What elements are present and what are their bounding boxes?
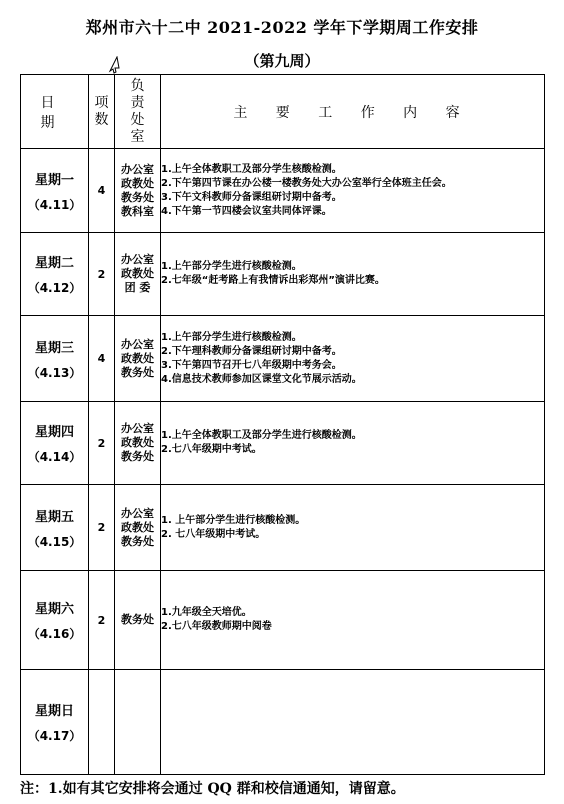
page-subtitle: （第九周） (244, 52, 320, 70)
dept-name: 教务处 (121, 190, 154, 204)
task-count: 2 (89, 402, 115, 485)
day-name: 星期三 (34, 340, 74, 356)
day-date: （4.16） (27, 627, 82, 641)
dept-name: 办公室 (121, 337, 154, 351)
footer-note: 注：1.如有其它安排将会通过 QQ 群和校信通通知，请留意。 (20, 781, 405, 797)
task-item: 1.上午全体教职工及部分学生核酸检测。 (161, 163, 342, 175)
header-dept-char: 负 (130, 77, 145, 94)
task-count (89, 670, 115, 775)
task-item: 1.九年级全天培优。 (161, 607, 252, 618)
dept-name: 办公室 (121, 506, 154, 520)
dept-cell (115, 149, 161, 233)
day-cell (21, 670, 89, 775)
tasks-cell (161, 485, 545, 571)
dept-name: 教务处 (121, 534, 154, 548)
task-item: 1.上午部分学生进行核酸检测。 (161, 261, 302, 272)
header-dept-char: 处 (130, 111, 145, 128)
task-count: 2 (89, 485, 115, 571)
tasks-cell (161, 316, 545, 402)
dept-cell (115, 485, 161, 571)
header-dept-char: 室 (130, 128, 145, 145)
table-row (21, 233, 545, 316)
task-item: 2.下午第四节课在办公楼一楼教务处大办公室举行全体班主任会。 (161, 177, 452, 189)
day-cell (21, 233, 89, 316)
schedule-table (20, 74, 545, 775)
table-row (21, 149, 545, 233)
tasks-cell (161, 149, 545, 233)
task-count: 2 (89, 571, 115, 670)
task-item: 4.下午第一节四楼会议室共同体评课。 (161, 205, 332, 217)
task-item: 2. 七八年级期中考试。 (161, 528, 266, 540)
header-row (21, 75, 545, 149)
header-count-char: 项 (94, 94, 109, 111)
dept-name: 政教处 (121, 520, 154, 534)
header-dept-char: 责 (130, 94, 145, 111)
task-item: 2.七八年级期中考试。 (161, 444, 262, 455)
header-count-char: 数 (94, 111, 109, 128)
day-date: （4.17） (27, 729, 82, 743)
page-title: 郑州市六十二中 2021-2022 学年下学期周工作安排 (85, 18, 479, 37)
day-cell (21, 402, 89, 485)
task-item: 1.上午部分学生进行核酸检测。 (161, 331, 302, 343)
dept-cell (115, 571, 161, 670)
day-date: （4.14） (27, 450, 82, 464)
dept-cell (115, 402, 161, 485)
dept-name: 政教处 (121, 436, 154, 449)
dept-cell (115, 233, 161, 316)
dept-name: 教务处 (121, 365, 154, 379)
table-row (21, 402, 545, 485)
tasks-cell (161, 571, 545, 670)
dept-name: 团 委 (124, 281, 151, 294)
task-item: 1. 上午部分学生进行核酸检测。 (161, 514, 306, 526)
task-item: 3.下午文科教师分备课组研讨期中备考。 (161, 191, 342, 203)
tasks-cell (161, 402, 545, 485)
task-item: 2.七八年级教师期中阅卷 (161, 621, 272, 632)
header-dept (115, 75, 161, 149)
dept-cell (115, 670, 161, 775)
tasks-cell (161, 233, 545, 316)
task-count: 2 (89, 233, 115, 316)
day-cell (21, 485, 89, 571)
schedule-body (21, 149, 545, 775)
dept-name: 政教处 (121, 267, 154, 280)
mouse-cursor-icon (106, 56, 122, 74)
day-name: 星期五 (34, 509, 74, 525)
dept-cell (115, 316, 161, 402)
header-content: 主 要 工 作 内 容 (161, 75, 545, 149)
task-item: 3.下午第四节召开七八年级期中考务会。 (161, 359, 342, 371)
task-item: 1.上午全体教职工及部分学生进行核酸检测。 (161, 430, 362, 441)
tasks-cell (161, 670, 545, 775)
header-count (89, 75, 115, 149)
dept-name: 教科室 (121, 204, 154, 218)
dept-name: 政教处 (121, 351, 154, 365)
table-row (21, 316, 545, 402)
dept-name: 办公室 (121, 253, 154, 266)
day-name: 星期四 (34, 425, 74, 440)
day-name: 星期六 (34, 602, 74, 617)
day-cell (21, 571, 89, 670)
dept-name: 办公室 (121, 422, 154, 435)
day-name: 星期一 (34, 172, 74, 188)
task-item: 2.下午理科教师分备课组研讨期中备考。 (161, 345, 342, 357)
dept-name: 政教处 (121, 176, 154, 190)
dept-name: 教务处 (121, 613, 154, 626)
day-date: （4.15） (27, 534, 82, 549)
day-date: （4.11） (27, 197, 82, 212)
table-row (21, 670, 545, 775)
task-count: 4 (89, 316, 115, 402)
task-item: 4.信息技术教师参加区课堂文化节展示活动。 (161, 373, 362, 385)
day-name: 星期日 (34, 704, 74, 719)
day-date: （4.13） (27, 365, 82, 380)
task-count: 4 (89, 149, 115, 233)
table-row (21, 571, 545, 670)
dept-name: 教务处 (121, 450, 154, 463)
day-cell (21, 149, 89, 233)
day-cell (21, 316, 89, 402)
day-name: 星期二 (34, 256, 74, 271)
day-date: （4.12） (27, 281, 82, 295)
table-row (21, 485, 545, 571)
header-date: 日 期 (21, 75, 89, 149)
task-item: 2.七年级“赶考路上有我情诉出彩郑州”演讲比赛。 (161, 275, 385, 286)
dept-name: 办公室 (121, 162, 154, 176)
